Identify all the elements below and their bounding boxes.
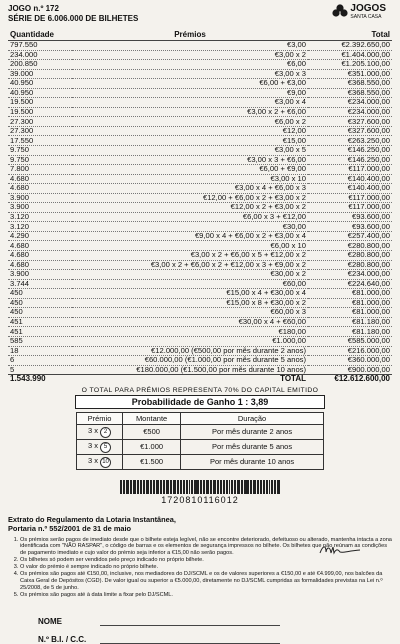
barcode-bar	[153, 480, 155, 494]
annuity-duration: Por mês durante 10 anos	[181, 454, 324, 469]
prize-total: €117.000,00	[308, 193, 392, 203]
barcode-bar	[133, 480, 136, 494]
barcode-bar	[206, 480, 209, 494]
prize-description: €6,00 + €3,00	[72, 79, 308, 89]
prize-quantity: 39.000	[8, 69, 72, 79]
prize-table-row	[8, 270, 392, 280]
prize-total: €234.000,00	[308, 270, 392, 280]
annuity-prize-table	[76, 412, 324, 470]
barcode-bar	[246, 480, 249, 494]
prize-total: €81.000,00	[308, 289, 392, 299]
prize-quantity: 4.290	[8, 231, 72, 241]
prize-total: €900.000,00	[308, 365, 392, 375]
prize-quantity: 451	[8, 317, 72, 327]
prize-quantity: 19.500	[8, 107, 72, 117]
prize-description: €6,00 x 10	[72, 241, 308, 251]
signature-image	[318, 544, 362, 556]
barcode-bar	[260, 480, 262, 494]
name-line[interactable]	[100, 615, 280, 626]
prize-total: €216.000,00	[308, 346, 392, 356]
prize-quantity: 3.900	[8, 203, 72, 213]
barcode-bar	[156, 480, 159, 494]
prize-description: €12,00 + €6,00 x 2 + €3,00 x 2	[72, 193, 308, 203]
prize-table-row	[8, 136, 392, 146]
prize-quantity: 5	[8, 365, 72, 375]
barcode-bar	[170, 480, 172, 494]
prize-quantity: 4.680	[8, 241, 72, 251]
barcode-bar	[226, 480, 228, 494]
total-value: €12.612.600,00	[308, 375, 392, 384]
prize-quantity: 6	[8, 356, 72, 366]
prize-table-row	[8, 327, 392, 337]
prize-total: €368.550,00	[308, 79, 392, 89]
annuity-amount: €500	[123, 424, 181, 439]
barcode-bar	[250, 480, 252, 494]
regulation-title-line-2: Portaria n.º 552/2001 de 31 de maio	[8, 523, 132, 533]
prize-table-row	[8, 289, 392, 299]
prize-table-row	[8, 126, 392, 136]
prize-quantity: 3.120	[8, 212, 72, 222]
prize-quantity: 200.850	[8, 60, 72, 70]
barcode-bar	[186, 480, 188, 494]
barcode-bar	[263, 480, 265, 494]
column-header-premio: Prémio	[77, 412, 123, 424]
prize-percentage-note: O TOTAL PARA PRÉMIOS REPRESENTA 70% DO CAPITAL EMITIDO	[81, 386, 319, 394]
prize-table-row	[8, 241, 392, 251]
barcode-bar	[140, 480, 142, 494]
prize-description: €6,00	[72, 60, 308, 70]
annuity-amount: €1.000	[123, 439, 181, 454]
total-quantity: 1.543.990	[8, 375, 72, 384]
prize-table-row	[8, 174, 392, 184]
prize-table-row	[8, 50, 392, 60]
barcode	[120, 480, 280, 494]
prize-description: €15,00 x 8 + €30,00 x 2	[72, 298, 308, 308]
id-line[interactable]	[100, 633, 280, 644]
series-title: SÉRIE DE 6.006.000 DE BILHETES	[8, 14, 139, 23]
barcode-bar	[191, 480, 193, 494]
barcode-bar	[146, 480, 148, 494]
prize-description: €60.000,00 (€1.000,00 por mês durante 5 anos)	[72, 356, 308, 366]
barcode-bar	[266, 480, 268, 494]
prize-quantity: 450	[8, 289, 72, 299]
prize-table	[8, 30, 392, 384]
barcode-number: 1720810116012	[161, 494, 239, 505]
prize-table-row	[8, 98, 392, 108]
prize-table-row	[8, 298, 392, 308]
column-header-duracao: Duração	[181, 412, 324, 424]
prize-table-row	[8, 203, 392, 213]
prize-quantity: 19.500	[8, 98, 72, 108]
barcode-bar	[257, 480, 259, 494]
annuity-prize-count: 3 x	[88, 440, 99, 450]
prize-description: €60,00 x 3	[72, 308, 308, 318]
prize-total: €1.404.000,00	[308, 50, 392, 60]
total-label: TOTAL	[72, 375, 308, 384]
regulation-rule: 3. O valor do prémio é sempre indicado no próprio bilhete.	[20, 564, 392, 571]
barcode-bar	[217, 480, 219, 494]
prize-description: €3,00 x 2	[72, 50, 308, 60]
prize-symbol-icon: 10	[100, 457, 111, 468]
barcode-bar	[274, 480, 276, 494]
barcode-bar	[183, 480, 185, 494]
ticket-header	[8, 4, 392, 30]
barcode-bar	[196, 480, 199, 494]
barcode-bar	[253, 480, 256, 494]
prize-total: €81.180,00	[308, 317, 392, 327]
prize-description: €3,00 x 5	[72, 146, 308, 156]
prize-quantity: 3.120	[8, 222, 72, 232]
prize-description: €3,00 x 3 + €6,00	[72, 155, 308, 165]
barcode-bar	[173, 480, 176, 494]
prize-table-header	[8, 30, 392, 41]
prize-table-row	[8, 365, 392, 375]
prize-description: €15,00 x 4 + €30,00 x 4	[72, 289, 308, 299]
regulation-rule: 2. Os bilhetes só podem ser vendidos pelo preço indicado no próprio bilhete.	[20, 557, 392, 564]
prize-table-row	[8, 41, 392, 51]
prize-quantity: 4.680	[8, 251, 72, 261]
prize-total: €93.600,00	[308, 222, 392, 232]
prize-table-row	[8, 146, 392, 156]
prize-total: €263.250,00	[308, 136, 392, 146]
barcode-bar	[143, 480, 145, 494]
prize-quantity: 4.680	[8, 260, 72, 270]
prize-table-row	[8, 88, 392, 98]
prize-table-row	[8, 279, 392, 289]
prize-description: €9,00 x 4 + €6,00 x 2 + €3,00 x 4	[72, 231, 308, 241]
id-field[interactable]	[8, 626, 392, 644]
prize-quantity: 4.680	[8, 174, 72, 184]
prize-quantity: 27.300	[8, 117, 72, 127]
prize-total: €585.000,00	[308, 336, 392, 346]
barcode-bar	[244, 480, 246, 494]
name-field[interactable]	[8, 608, 392, 626]
prize-table-row	[8, 155, 392, 165]
holder-form	[8, 608, 392, 644]
prize-total: €117.000,00	[308, 165, 392, 175]
barcode-bar	[148, 480, 149, 494]
prize-description: €3,00 x 10	[72, 174, 308, 184]
prize-table-row	[8, 184, 392, 194]
prize-symbol-icon: 5	[100, 442, 111, 453]
prize-table-row	[8, 165, 392, 175]
prize-total: €117.000,00	[308, 203, 392, 213]
prize-quantity: 450	[8, 308, 72, 318]
barcode-bar	[223, 480, 225, 494]
annuity-prize-count: 3 x	[88, 425, 99, 435]
prize-total: €81.000,00	[308, 298, 392, 308]
prize-total: €257.400,00	[308, 231, 392, 241]
prize-total: €93.600,00	[308, 212, 392, 222]
prize-quantity: 3.900	[8, 193, 72, 203]
prize-total: €234.000,00	[308, 98, 392, 108]
regulation-title	[8, 515, 392, 533]
prize-description: €6,00 + €9,00	[72, 165, 308, 175]
prize-quantity: 797.550	[8, 41, 72, 51]
jogos-santa-casa-logo	[332, 4, 386, 20]
annuity-prize-count: 3 x	[88, 455, 99, 465]
logo-subtext: SANTA CASA	[350, 14, 382, 20]
prize-table-row	[8, 346, 392, 356]
column-header-quantidade: Quantidade	[8, 30, 72, 41]
prize-quantity: 27.300	[8, 126, 72, 136]
prize-description: €180.000,00 (€1.500,00 por mês durante 10 anos)	[72, 365, 308, 375]
barcode-bar	[269, 480, 270, 494]
barcode-bar	[160, 480, 162, 494]
name-label: NOME	[38, 617, 62, 627]
regulation-title-line-1: Extrato do Regulamento da Lotaria Instantânea,	[8, 514, 176, 524]
prize-description: €30,00	[72, 222, 308, 232]
prize-description: €6,00 x 3 + €12,00	[72, 212, 308, 222]
prize-total: €140.400,00	[308, 184, 392, 194]
prize-quantity: 451	[8, 327, 72, 337]
barcode-bar	[130, 480, 132, 494]
prize-table-total-row	[8, 375, 392, 384]
barcode-bar	[210, 480, 212, 494]
prize-total: €327.600,00	[308, 126, 392, 136]
barcode-bar	[194, 480, 196, 494]
barcode-bar	[166, 480, 169, 494]
barcode-bar	[126, 480, 129, 494]
barcode-bar	[150, 480, 152, 494]
barcode-bar	[213, 480, 216, 494]
prize-table-row	[8, 69, 392, 79]
barcode-bar	[189, 480, 190, 494]
annuity-duration: Por mês durante 2 anos	[181, 424, 324, 439]
annuity-prize	[77, 424, 123, 439]
barcode-bar	[241, 480, 243, 494]
barcode-bar	[203, 480, 205, 494]
prize-table-row	[8, 308, 392, 318]
prize-quantity: 17.550	[8, 136, 72, 146]
annuity-table-header	[77, 412, 324, 424]
barcode-bar	[231, 480, 233, 494]
prize-total: €2.392.650,00	[308, 41, 392, 51]
id-label: N.º B.I. / C.C.	[38, 635, 87, 644]
prize-table-row	[8, 336, 392, 346]
column-header-montante: Montante	[123, 412, 181, 424]
barcode-bar	[180, 480, 182, 494]
prize-table-row	[8, 356, 392, 366]
annuity-table-row	[77, 454, 324, 469]
prize-description: €30,00 x 4 + €60,00	[72, 317, 308, 327]
clover-icon	[332, 4, 348, 20]
barcode-bar	[200, 480, 202, 494]
game-number: JOGO n.º 172	[8, 4, 59, 13]
prize-description: €9,00	[72, 88, 308, 98]
prize-description: €3,00 x 4	[72, 98, 308, 108]
probability-banner: Probabilidade de Ganho 1 : 3,89	[75, 395, 325, 409]
prize-table-row	[8, 222, 392, 232]
prize-description: €3,00	[72, 41, 308, 51]
prize-table-row	[8, 117, 392, 127]
prize-quantity: 450	[8, 298, 72, 308]
prize-quantity: 234.000	[8, 50, 72, 60]
prize-description: €15,00	[72, 136, 308, 146]
prize-table-row	[8, 107, 392, 117]
prize-total: €146.250,00	[308, 155, 392, 165]
prize-symbol-icon: 2	[100, 427, 111, 438]
prize-total: €327.600,00	[308, 117, 392, 127]
prize-total: €234.000,00	[308, 107, 392, 117]
prize-description: €12,00 x 2 + €3,00 x 2	[72, 203, 308, 213]
prize-table-row	[8, 260, 392, 270]
prize-quantity: 18	[8, 346, 72, 356]
barcode-bar	[177, 480, 179, 494]
prize-description: €3,00 x 2 + €6,00 x 5 + €12,00 x 2	[72, 251, 308, 261]
prize-description: €180,00	[72, 327, 308, 337]
logo-text: JOGOS	[350, 3, 386, 14]
prize-quantity: 40.950	[8, 79, 72, 89]
prize-total: €351.000,00	[308, 69, 392, 79]
prize-total: €81.000,00	[308, 308, 392, 318]
annuity-amount: €1.500	[123, 454, 181, 469]
prize-table-row	[8, 231, 392, 241]
annuity-table-row	[77, 424, 324, 439]
barcode-bar	[237, 480, 240, 494]
prize-total: €140.400,00	[308, 174, 392, 184]
barcode-bar	[271, 480, 273, 494]
prize-quantity: 3.900	[8, 270, 72, 280]
regulation-rule: 4. Os prémios são pagos até €150,00, inclusive, nos mediadores do DJ/SCML e os de valores superiores a €150,00 e até €4.999,00, nos balcões da Caixa Geral de Depósitos (CGD). De valor igual ou superior a €5.000,00, diretamente no DJ/SCML cumpridas as formalidades previstas na Lei n.º 25/2008, de 5 de junho.	[20, 571, 392, 591]
column-header-total: Total	[308, 30, 392, 41]
prize-quantity: 585	[8, 336, 72, 346]
prize-description: €3,00 x 2 + €6,00	[72, 107, 308, 117]
prize-table-row	[8, 60, 392, 70]
prize-table-row	[8, 193, 392, 203]
prize-description: €1.000,00	[72, 336, 308, 346]
prize-description: €12.000,00 (€500,00 por mês durante 2 anos)	[72, 346, 308, 356]
prize-quantity: 4.680	[8, 184, 72, 194]
barcode-bar	[220, 480, 222, 494]
prize-quantity: 9.750	[8, 155, 72, 165]
barcode-bar	[229, 480, 230, 494]
prize-description: €3,00 x 2 + €6,00 x 2 + €12,00 x 3 + €9,00 x 2	[72, 260, 308, 270]
prize-total: €360.000,00	[308, 356, 392, 366]
prize-description: €3,00 x 4 + €6,00 x 3	[72, 184, 308, 194]
prize-table-row	[8, 212, 392, 222]
barcode-bar	[234, 480, 236, 494]
annuity-table-row	[77, 439, 324, 454]
prize-quantity: 9.750	[8, 146, 72, 156]
barcode-bar	[277, 480, 280, 494]
prize-total: €81.180,00	[308, 327, 392, 337]
regulation-rule: 1. Os prémios serão pagos de imediato desde que o bilhete esteja legível, não se encontre deteriorado, defeituoso ou alterado, mantenha intacta a zona identificada com "NÃO RASPAR", o código de barras e os elementos de segurança impressos no bilhete. Os bilhetes que não reúnam as condições de pagamento imediato e cujo valor do prémio seja inferior a €15,00 não serão pagos.	[20, 537, 392, 557]
prize-total: €1.205.100,00	[308, 60, 392, 70]
annuity-prize	[77, 439, 123, 454]
prize-table-row	[8, 251, 392, 261]
prize-quantity: 40.950	[8, 88, 72, 98]
column-header-premios: Prémios	[72, 30, 308, 41]
barcode-bar	[163, 480, 165, 494]
annuity-duration: Por mês durante 5 anos	[181, 439, 324, 454]
prize-total: €280.800,00	[308, 251, 392, 261]
barcode-bar	[120, 480, 122, 494]
prize-description: €3,00 x 3	[72, 69, 308, 79]
prize-description: €6,00 x 2	[72, 117, 308, 127]
barcode-bar	[137, 480, 139, 494]
prize-total: €280.800,00	[308, 260, 392, 270]
prize-description: €30,00 x 2	[72, 270, 308, 280]
prize-quantity: 3.744	[8, 279, 72, 289]
prize-table-row	[8, 317, 392, 327]
annuity-prize	[77, 454, 123, 469]
prize-quantity: 7.800	[8, 165, 72, 175]
prize-total: €368.550,00	[308, 88, 392, 98]
barcode-bar	[123, 480, 125, 494]
prize-description: €12,00	[72, 126, 308, 136]
prize-total: €146.250,00	[308, 146, 392, 156]
prize-total: €280.800,00	[308, 241, 392, 251]
prize-total: €224.640,00	[308, 279, 392, 289]
prize-table-row	[8, 79, 392, 89]
prize-description: €60,00	[72, 279, 308, 289]
regulation-rule: 5. Os prémios são pagos até à data limite a fixar pelo DJ/SCML.	[20, 592, 392, 599]
